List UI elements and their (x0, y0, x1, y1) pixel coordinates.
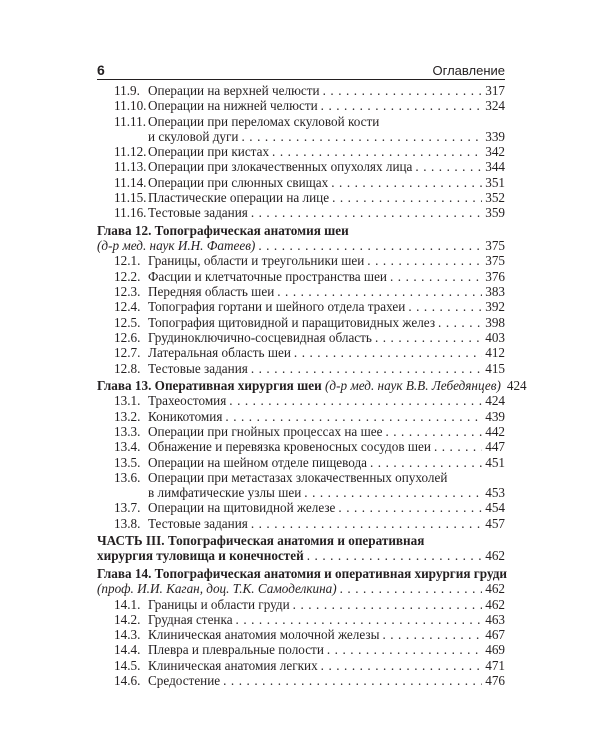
toc-entry-chapter[interactable] (97, 378, 527, 394)
section-number: 11.10. (114, 98, 147, 114)
toc-line (97, 485, 505, 500)
page-ref: 342 (485, 144, 505, 160)
dot-leader (390, 269, 482, 284)
toc-line (97, 612, 505, 627)
toc-line (97, 345, 505, 360)
toc-entry-section[interactable] (97, 269, 505, 284)
section-number: 13.6. (114, 469, 141, 485)
dot-leader (251, 516, 482, 531)
dot-leader (277, 284, 482, 299)
toc-line (97, 190, 505, 205)
page-ref: 424 (485, 393, 505, 409)
section-number: 13.4. (114, 439, 141, 455)
section-title: Тестовые задания (148, 515, 248, 531)
part-title: ЧАСТЬ III. Топографическая анатомия и оперативная (97, 533, 425, 549)
page-ref: 317 (485, 83, 505, 98)
page-ref: 457 (485, 515, 505, 531)
page-ref: 462 (485, 548, 505, 564)
page-ref: 352 (485, 190, 505, 206)
toc-entry-section[interactable] (97, 627, 505, 642)
toc-entry-section[interactable] (97, 658, 505, 673)
toc-entry-section[interactable] (97, 284, 505, 299)
book-page (97, 61, 527, 689)
page-ref: 424 (506, 378, 527, 394)
page-number: 6 (97, 62, 105, 78)
toc-entry-section[interactable] (97, 409, 505, 424)
toc-line (97, 299, 505, 314)
toc-entry-section[interactable] (97, 205, 505, 220)
toc-entry-section[interactable] (97, 597, 505, 612)
toc-entry-section[interactable] (97, 516, 505, 531)
toc-line (97, 361, 505, 376)
dot-leader (229, 393, 482, 408)
toc-line (97, 114, 505, 129)
dot-leader (321, 98, 483, 113)
section-number: 12.6. (114, 329, 141, 345)
section-title: Границы и области груди (148, 596, 290, 612)
toc-entry-section[interactable] (97, 159, 505, 174)
section-number: 12.7. (114, 345, 141, 361)
toc-line (97, 83, 505, 98)
section-title: Клиническая анатомия легких (148, 657, 318, 673)
toc-entry-section[interactable] (97, 500, 505, 515)
section-title: Пластические операции на лице (148, 190, 330, 206)
toc-entry-section[interactable] (97, 315, 505, 330)
section-title: Латеральная область шеи (148, 345, 291, 361)
section-number: 12.8. (114, 360, 141, 376)
page-ref: 439 (485, 408, 505, 424)
toc-line (97, 581, 505, 596)
toc-entry-chapter[interactable] (97, 566, 505, 597)
dot-leader (236, 612, 483, 627)
section-number: 11.15. (114, 190, 147, 206)
toc-line (97, 627, 505, 642)
page-ref: 351 (485, 174, 505, 190)
page-ref: 398 (485, 314, 505, 330)
dot-leader (340, 581, 483, 596)
dot-leader (415, 159, 482, 174)
dot-leader (338, 500, 482, 515)
dot-leader (434, 439, 482, 454)
section-number: 13.8. (114, 515, 141, 531)
section-number: 14.6. (114, 673, 141, 689)
section-number: 11.14. (114, 174, 147, 190)
toc-entry-section[interactable] (97, 612, 505, 627)
section-title: Операции на щитовидной железе (148, 500, 336, 516)
section-title: Операции на шейном отделе пищевода (148, 454, 368, 470)
section-title: Клиническая анатомия молочной железы (148, 627, 380, 643)
section-number: 12.3. (114, 284, 141, 300)
page-ref: 453 (485, 485, 505, 501)
toc-entry-section[interactable] (97, 455, 505, 470)
toc-line (97, 658, 505, 673)
page-ref: 412 (485, 345, 505, 361)
toc-line (97, 159, 505, 174)
toc-line (97, 269, 505, 284)
section-number: 14.4. (114, 642, 141, 658)
section-title: и скуловой дуги (148, 128, 239, 144)
toc-entry-section[interactable] (97, 114, 505, 145)
toc-line (97, 642, 505, 657)
section-title: Трахеостомия (148, 393, 227, 409)
toc-entry-chapter[interactable] (97, 223, 505, 254)
chapter-author: (д-р мед. наук В.В. Лебедянцев) (325, 378, 501, 394)
toc-line (97, 238, 505, 253)
chapter-heading: Глава 14. Топографическая анатомия и оперативная хирургия груди (97, 565, 507, 581)
page-ref: 339 (485, 128, 505, 144)
chapter-author: (проф. И.И. Каган, доц. Т.К. Самоделкина) (97, 581, 337, 597)
part-title: хирургия туловища и конечностей (97, 548, 304, 564)
page-ref: 324 (485, 98, 505, 114)
toc-line (97, 673, 505, 688)
section-number: 11.11. (114, 113, 146, 129)
dot-leader (272, 144, 482, 159)
page-ref: 462 (485, 581, 505, 597)
dot-leader (385, 424, 482, 439)
dot-leader (225, 409, 482, 424)
section-title: Средостение (148, 673, 221, 689)
section-title: Операции при переломах скуловой кости (148, 113, 380, 129)
toc-entry-section[interactable] (97, 439, 505, 454)
toc-line (97, 144, 505, 159)
toc-line (97, 284, 505, 299)
toc-line (97, 455, 505, 470)
section-number: 12.1. (114, 253, 141, 269)
section-number: 13.1. (114, 393, 141, 409)
page-ref: 462 (485, 596, 505, 612)
page-ref: 359 (485, 205, 505, 221)
page-ref: 415 (485, 360, 505, 376)
toc-line (97, 424, 505, 439)
toc-entry-section[interactable] (97, 470, 505, 501)
toc-entry-part[interactable] (97, 533, 505, 564)
page-ref: 344 (485, 159, 505, 175)
table-of-contents (97, 83, 527, 689)
toc-entry-section[interactable] (97, 190, 505, 205)
page-ref: 403 (485, 329, 505, 345)
page-ref: 451 (485, 454, 505, 470)
dot-leader (367, 253, 482, 268)
section-number: 13.3. (114, 423, 141, 439)
page-ref: 383 (485, 284, 505, 300)
toc-line (97, 378, 527, 394)
section-title: Грудная стенка (148, 611, 233, 627)
dot-leader (293, 597, 483, 612)
section-title: в лимфатические узлы шеи (148, 485, 302, 501)
toc-line (97, 409, 505, 424)
section-number: 13.5. (114, 454, 141, 470)
toc-line (97, 315, 505, 330)
section-title: Операции при злокачественных опухолях лица (148, 159, 413, 175)
section-title: Операции на нижней челюсти (148, 98, 318, 114)
section-number: 11.16. (114, 205, 147, 221)
toc-line (97, 393, 505, 408)
chapter-heading: Глава 12. Топографическая анатомия шеи (97, 222, 349, 238)
dot-leader (304, 485, 482, 500)
page-ref: 454 (485, 500, 505, 516)
toc-entry-section[interactable] (97, 393, 505, 408)
toc-line (97, 439, 505, 454)
toc-line (97, 253, 505, 268)
section-title: Тестовые задания (148, 205, 248, 221)
toc-entry-section[interactable] (97, 98, 505, 113)
page-ref: 375 (485, 238, 505, 254)
toc-line (97, 566, 505, 581)
running-title: Оглавление (432, 63, 505, 78)
dot-leader (321, 658, 483, 673)
section-number: 13.7. (114, 500, 141, 516)
dot-leader (251, 205, 482, 220)
toc-line (97, 98, 505, 113)
section-title: Плевра и плевральные полости (148, 642, 324, 658)
toc-line (97, 330, 505, 345)
page-ref: 463 (485, 611, 505, 627)
toc-line (97, 223, 505, 238)
dot-leader (307, 548, 482, 563)
page-ref: 447 (485, 439, 505, 455)
dot-leader (258, 238, 482, 253)
section-title: Операции при кистах (148, 144, 270, 160)
dot-leader (223, 673, 482, 688)
toc-entry-section[interactable] (97, 642, 505, 657)
dot-leader (332, 190, 482, 205)
section-title: Операции при метастазах злокачественных опухолей (148, 469, 448, 485)
section-title: Операции при слюнных свищах (148, 174, 329, 190)
section-title: Обнажение и перевязка кровеносных сосудов шеи (148, 439, 431, 455)
section-number: 13.2. (114, 408, 141, 424)
toc-line (97, 205, 505, 220)
toc-entry-section[interactable] (97, 144, 505, 159)
section-title: Передняя область шеи (148, 284, 275, 300)
section-number: 12.2. (114, 268, 141, 284)
section-number: 14.3. (114, 627, 141, 643)
section-number: 12.4. (114, 299, 141, 315)
dot-leader (331, 175, 482, 190)
dot-leader (370, 455, 482, 470)
section-title: Фасции и клетчаточные пространства шеи (148, 268, 387, 284)
toc-entry-section[interactable] (97, 673, 505, 688)
page-ref: 469 (485, 642, 505, 658)
dot-leader (251, 361, 482, 376)
dot-leader (382, 627, 482, 642)
section-title: Топография гортани и шейного отдела трахеи (148, 299, 406, 315)
dot-leader (408, 299, 482, 314)
page-header (97, 61, 505, 80)
dot-leader (438, 315, 482, 330)
section-title: Тестовые задания (148, 360, 248, 376)
section-title: Границы, области и треугольники шеи (148, 253, 365, 269)
toc-line (97, 516, 505, 531)
section-title: Операции при гнойных процессах на шее (148, 423, 383, 439)
section-title: Коникотомия (148, 408, 223, 424)
toc-entry-section[interactable] (97, 83, 505, 98)
section-title: Топография щитовидной и паращитовидных желез (148, 314, 436, 330)
chapter-heading: Глава 13. Оперативная хирургия шеи (97, 378, 322, 394)
section-title: Грудиноключично-сосцевидная область (148, 329, 372, 345)
section-number: 11.12. (114, 144, 147, 160)
chapter-author: (д-р мед. наук И.Н. Фатеев) (97, 238, 256, 254)
toc-line (97, 129, 505, 144)
toc-line (97, 533, 505, 548)
toc-line (97, 470, 505, 485)
section-number: 14.1. (114, 596, 141, 612)
toc-entry-section[interactable] (97, 330, 505, 345)
toc-line (97, 500, 505, 515)
section-title: Операции на верхней челюсти (148, 83, 320, 98)
toc-entry-section[interactable] (97, 424, 505, 439)
page-ref: 471 (485, 657, 505, 673)
toc-entry-section[interactable] (97, 175, 505, 190)
section-number: 14.5. (114, 657, 141, 673)
page-ref: 376 (485, 268, 505, 284)
toc-entry-section[interactable] (97, 345, 505, 360)
section-number: 11.13. (114, 159, 147, 175)
dot-leader (241, 129, 482, 144)
page-ref: 442 (485, 423, 505, 439)
toc-entry-section[interactable] (97, 299, 505, 314)
dot-leader (327, 642, 482, 657)
page-ref: 467 (485, 627, 505, 643)
page-ref: 392 (485, 299, 505, 315)
page-ref: 476 (485, 673, 505, 689)
toc-line (97, 597, 505, 612)
dot-leader (294, 345, 482, 360)
section-number: 11.9. (114, 83, 140, 98)
dot-leader (375, 330, 482, 345)
section-number: 14.2. (114, 611, 141, 627)
toc-line (97, 175, 505, 190)
toc-entry-section[interactable] (97, 361, 505, 376)
page-ref: 375 (485, 253, 505, 269)
section-number: 12.5. (114, 314, 141, 330)
toc-line (97, 548, 505, 563)
dot-leader (323, 83, 483, 98)
toc-entry-section[interactable] (97, 253, 505, 268)
